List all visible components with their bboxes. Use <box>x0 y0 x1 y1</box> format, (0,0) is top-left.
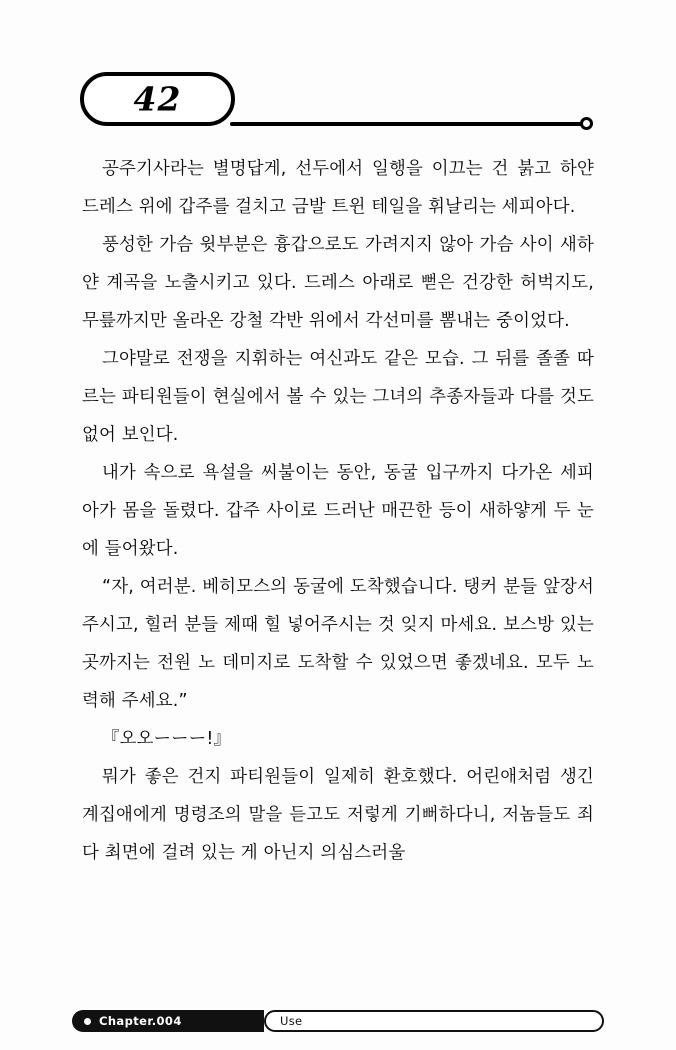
footer-chapter-tag <box>72 1010 264 1032</box>
paragraph: 공주기사라는 별명답게, 선두에서 일행을 이끄는 건 붉고 하얀 드레스 위에 갑주를 걸치고 금발 트윈 테일을 휘날리는 세피아다. <box>82 159 594 217</box>
paragraph: 뭐가 좋은 건지 파티원들이 일제히 환호했다. 어린애처럼 생긴 계집애에게 명령조의 말을 듣고도 저렇게 기뻐하다니, 저놈들도 죄다 최면에 걸려 있는 게 아닌지 의심스러울 <box>82 767 594 863</box>
chapter-number-capsule <box>80 72 235 126</box>
page-footer <box>72 1010 604 1034</box>
header-rule <box>230 122 588 126</box>
bullet-icon <box>84 1018 91 1025</box>
footer-note-label: Use <box>280 1014 303 1028</box>
footer-note-tag <box>264 1010 604 1032</box>
body-text <box>82 150 594 872</box>
paragraph: 풍성한 가슴 윗부분은 흉갑으로도 가려지지 않아 가슴 사이 새하얀 계곡을 노출시키고 있다. 드레스 아래로 뻗은 건강한 허벅지도, 무릎까지만 올라온 강철 각반 위에서 각선미를 뽐내는 중이었다. <box>82 235 594 331</box>
chapter-number: 42 <box>133 79 182 119</box>
chapter-header <box>80 72 600 134</box>
footer-chapter-label: Chapter.004 <box>99 1014 182 1028</box>
paragraph: 그야말로 전쟁을 지휘하는 여신과도 같은 모습. 그 뒤를 졸졸 따르는 파티원들이 현실에서 볼 수 있는 그녀의 추종자들과 다를 것도 없어 보인다. <box>82 349 594 445</box>
paragraph: 『오오ーーー!』 <box>102 729 232 749</box>
paragraph: 내가 속으로 욕설을 씨불이는 동안, 동굴 입구까지 다가온 세피아가 몸을 돌렸다. 갑주 사이로 드러난 매끈한 등이 새하얗게 두 눈에 들어왔다. <box>82 463 594 559</box>
header-end-dot-icon <box>580 117 593 130</box>
paragraph: “자, 여러분. 베히모스의 동굴에 도착했습니다. 탱커 분들 앞장서 주시고, 힐러 분들 제때 힐 넣어주시는 것 잊지 마세요. 보스방 있는 곳까지는 전원 노 데미지로 도착할 수 있었으면 좋겠네요. 모두 노력해 주세요.” <box>82 577 594 711</box>
